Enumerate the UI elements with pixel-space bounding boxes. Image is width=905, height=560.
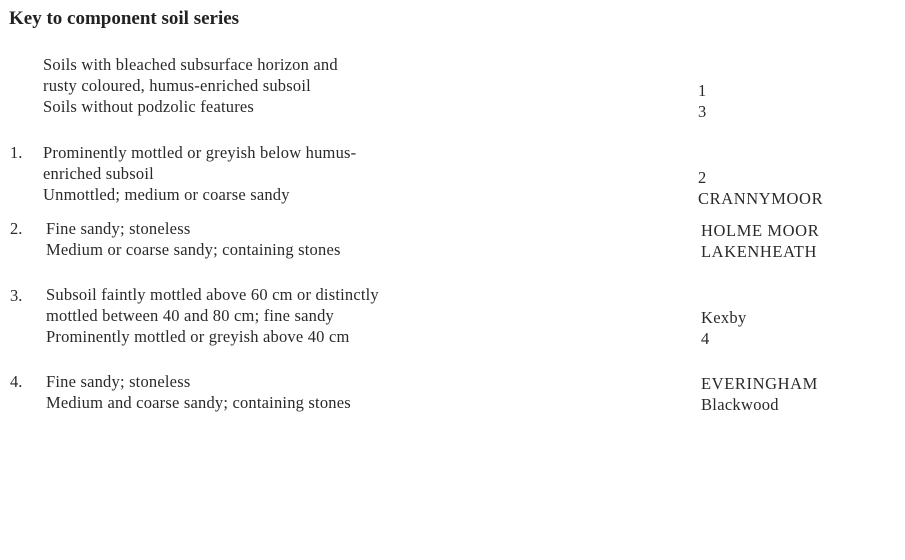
step-4-line-1: Fine sandy; stoneless: [46, 372, 191, 391]
step-3-result-1: Kexby: [701, 308, 747, 327]
step-3-number: 3.: [10, 286, 23, 305]
step-1-result-1: 2: [698, 168, 707, 187]
step-3-result-2: 4: [701, 329, 710, 348]
intro-line-3: Soils without podzolic features: [43, 97, 255, 116]
step-4-number: 4.: [10, 372, 23, 391]
step-1-line-1: Prominently mottled or greyish below humus-: [43, 143, 357, 162]
step-2-line-2: Medium or coarse sandy; containing stones: [46, 240, 341, 259]
intro-line-2: rusty coloured, humus-enriched subsoil: [43, 76, 311, 95]
step-1-line-2: enriched subsoil: [43, 164, 154, 183]
intro-result-2: 3: [698, 102, 707, 121]
step-3-line-1: Subsoil faintly mottled above 60 cm or distinctly: [46, 285, 379, 304]
page-title: Key to component soil series: [9, 8, 240, 29]
step-3-line-2: mottled between 40 and 80 cm; fine sandy: [46, 306, 334, 325]
intro-result-1: 1: [698, 81, 707, 100]
step-1-line-3: Unmottled; medium or coarse sandy: [43, 185, 290, 204]
step-1-number: 1.: [10, 143, 23, 162]
step-4-result-1: EVERINGHAM: [701, 374, 818, 393]
step-4-line-2: Medium and coarse sandy; containing stones: [46, 393, 351, 412]
step-1-result-2: CRANNYMOOR: [698, 189, 824, 208]
step-2-result-2: LAKENHEATH: [701, 242, 817, 261]
step-2-result-1: HOLME MOOR: [701, 221, 820, 240]
step-3-line-3: Prominently mottled or greyish above 40 cm: [46, 327, 350, 346]
step-2-number: 2.: [10, 219, 23, 238]
step-4-result-2: Blackwood: [701, 395, 779, 414]
intro-line-1: Soils with bleached subsurface horizon and: [43, 55, 338, 74]
step-2-line-1: Fine sandy; stoneless: [46, 219, 191, 238]
